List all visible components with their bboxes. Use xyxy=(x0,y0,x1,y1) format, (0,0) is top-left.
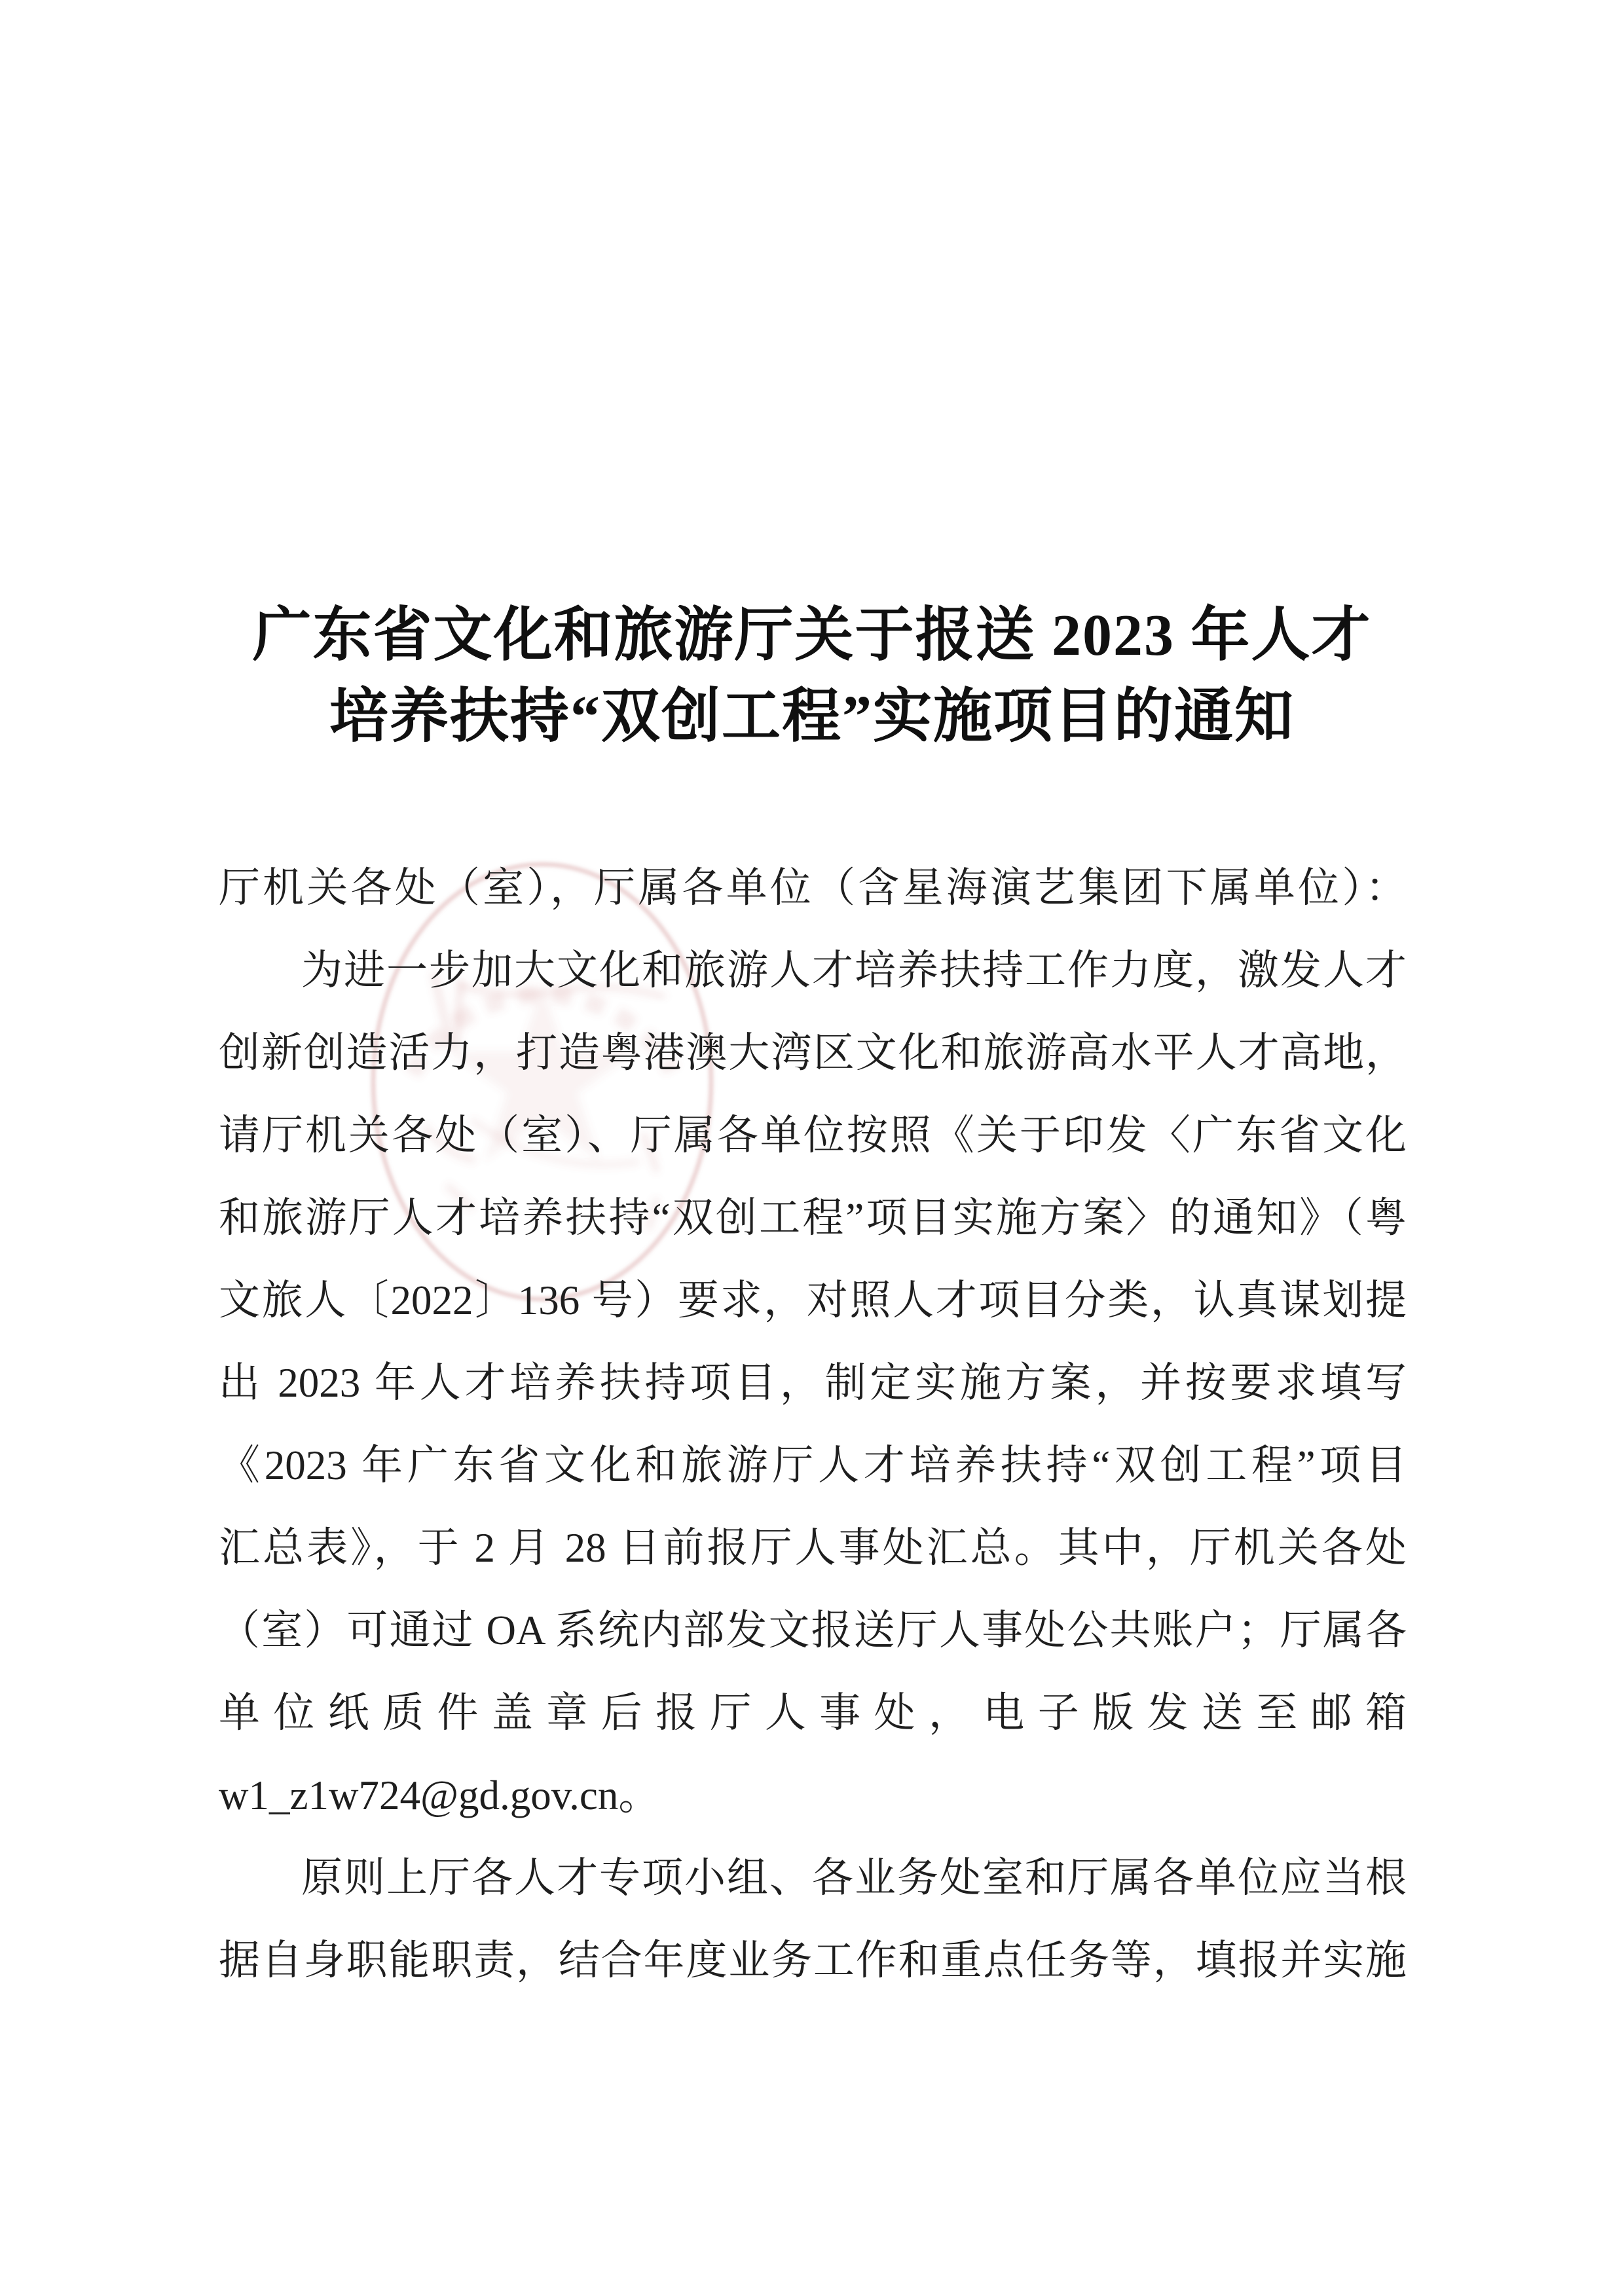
body-line: 请厅机关各处（室）、厅属各单位按照《关于印发〈广东省文化 xyxy=(219,1112,1407,1158)
body-line: 文旅人〔2022〕136 号）要求，对照人才项目分类，认真谋划提 xyxy=(219,1277,1407,1323)
body-line-salutation: 厅机关各处（室），厅属各单位（含星海演艺集团下属单位）： xyxy=(219,865,1407,911)
body-line: 出 2023 年人才培养扶持项目，制定实施方案，并按要求填写 xyxy=(219,1360,1407,1406)
body-line: （室）可通过 OA 系统内部发文报送厅人事处公共账户；厅属各 xyxy=(219,1607,1407,1653)
title-line-1: 广东省文化和旅游厅关于报送 2023 年人才 xyxy=(252,603,1372,668)
body-line: 据自身职能职责，结合年度业务工作和重点任务等，填报并实施 xyxy=(219,1937,1407,1983)
title-line-2: 培养扶持“双创工程”实施项目的通知 xyxy=(329,684,1295,749)
body-line: 《2023 年广东省文化和旅游厅人才培养扶持“双创工程”项目 xyxy=(219,1442,1407,1488)
body-line: 为进一步加大文化和旅游人才培养扶持工作力度，激发人才 xyxy=(301,947,1407,993)
body-line: 和旅游厅人才培养扶持“双创工程”项目实施方案〉的通知》（粤 xyxy=(219,1195,1407,1241)
body-line-email: w1_z1w724@gd.gov.cn。 xyxy=(219,1772,660,1818)
body-line: 单位纸质件盖章后报厅人事处，电子版发送至邮箱 xyxy=(219,1690,1407,1736)
document-body xyxy=(219,847,1407,2002)
body-line: 创新创造活力，打造粤港澳大湾区文化和旅游高水平人才高地， xyxy=(219,1030,1407,1076)
body-line: 汇总表》，于 2 月 28 日前报厅人事处汇总。其中，厅机关各处 xyxy=(219,1525,1407,1571)
document-title xyxy=(0,595,1624,758)
body-line: 原则上厅各人才专项小组、各业务处室和厅属各单位应当根 xyxy=(301,1855,1407,1901)
